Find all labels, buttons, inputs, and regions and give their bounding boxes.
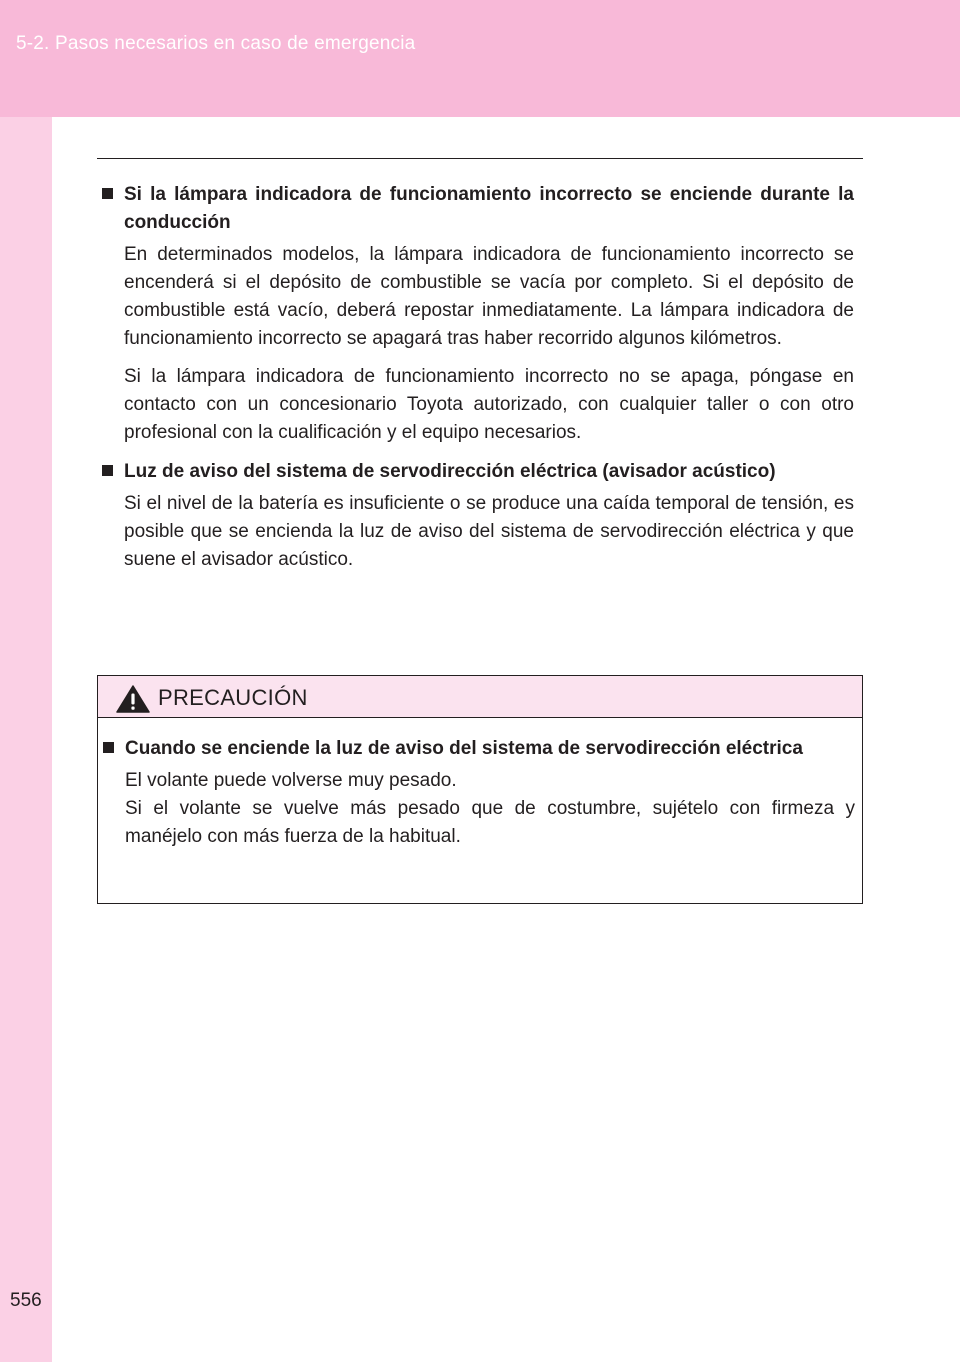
section-heading: Si la lámpara indicadora de funcionamiento incorrecto se enciende durante la conducción bbox=[124, 184, 854, 233]
top-divider bbox=[97, 158, 863, 159]
warning-triangle-icon bbox=[116, 685, 150, 713]
section-malfunction-lamp bbox=[100, 181, 854, 447]
square-bullet-icon bbox=[102, 188, 113, 199]
section-heading: Luz de aviso del sistema de servodirección eléctrica (avisador acústico) bbox=[124, 461, 776, 482]
caution-title: PRECAUCIÓN bbox=[158, 685, 308, 710]
page-number: 556 bbox=[10, 1290, 42, 1311]
section-power-steering-warning bbox=[100, 458, 854, 574]
caution-box bbox=[97, 675, 863, 904]
caution-section bbox=[101, 735, 855, 851]
main-content bbox=[100, 181, 854, 574]
square-bullet-icon bbox=[102, 465, 113, 476]
header-band bbox=[0, 0, 960, 117]
caution-paragraph: Si el volante se vuelve más pesado que de costumbre, sujételo con firmeza y manéjelo con más fuerza de la habitual. bbox=[125, 798, 855, 847]
square-bullet-icon bbox=[103, 742, 114, 753]
section-paragraph: Si el nivel de la batería es insuficiente o se produce una caída temporal de tensión, es posible que se encienda la luz de aviso del sistema de servodirección eléctrica y que suene el avisador acústico. bbox=[124, 493, 854, 570]
section-paragraph: Si la lámpara indicadora de funcionamiento incorrecto no se apaga, póngase en contacto con un concesionario Toyota autorizado, con cualquier taller o con otro profesional con la cualificación y el equipo necesarios. bbox=[124, 366, 854, 443]
caution-heading: Cuando se enciende la luz de aviso del sistema de servodirección eléctrica bbox=[125, 738, 803, 759]
caution-body bbox=[101, 735, 855, 851]
caution-header bbox=[98, 676, 862, 718]
caution-paragraph: El volante puede volverse muy pesado. bbox=[125, 770, 457, 791]
side-tab-band bbox=[0, 117, 52, 1362]
section-paragraph: En determinados modelos, la lámpara indicadora de funcionamiento incorrecto se encenderá si el depósito de combustible se vacía por completo. Si el depósito de combustible está vacío, deberá repostar inmediatamente. La lámpara indicadora de funcionamiento incorrecto se apagará tras haber recorrido algunos kilómetros. bbox=[124, 244, 854, 349]
section-title: 5-2. Pasos necesarios en caso de emergencia bbox=[16, 33, 416, 54]
